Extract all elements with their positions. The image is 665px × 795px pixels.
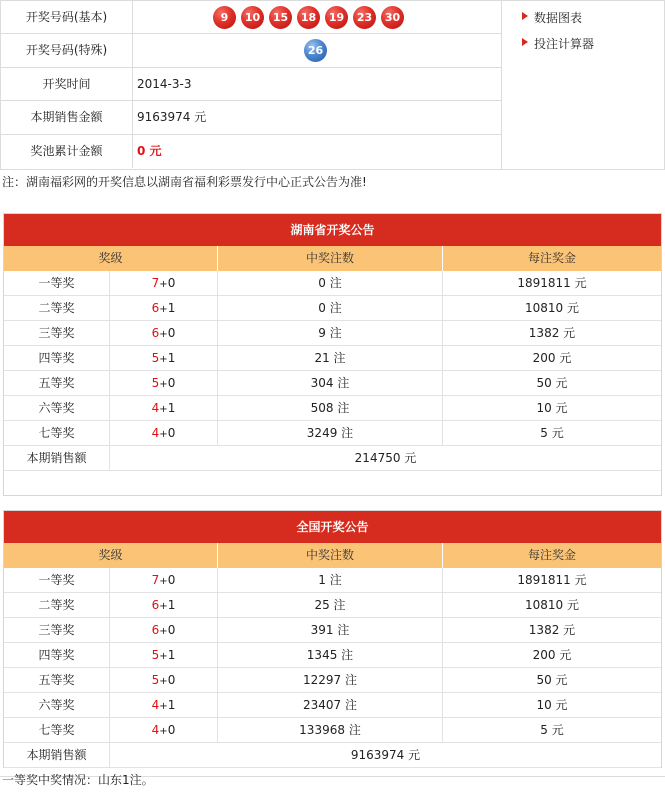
prize-amount-unit: 元 (555, 698, 568, 712)
prize-amount-unit: 元 (563, 326, 576, 340)
prize-level: 三等奖 (38, 326, 75, 340)
header-level: 奖级 (98, 548, 123, 562)
info-row-basic-numbers (1, 1, 501, 34)
winner-count (218, 643, 442, 667)
winner-count (218, 421, 442, 445)
table-row (4, 718, 661, 743)
match-rule: 7+0 (151, 276, 176, 290)
match-rule: 6+1 (151, 598, 176, 612)
national-title: 全国开奖公告 (4, 511, 661, 543)
winner-count-unit: 注 (337, 623, 350, 637)
winner-count-unit: 注 (329, 326, 342, 340)
prize-amount (443, 271, 661, 295)
match-special: 0 (167, 426, 176, 440)
winner-count-unit: 注 (337, 401, 350, 415)
side-links (501, 1, 665, 169)
winner-count-value: 1345 (306, 648, 338, 662)
jackpot-value: 0 元 (137, 144, 162, 158)
winner-count-unit: 注 (337, 376, 350, 390)
prize-amount (443, 668, 661, 692)
winner-count-value: 25 (314, 598, 330, 612)
winner-count-value: 12297 (302, 673, 342, 687)
prize-amount-unit: 元 (559, 648, 572, 662)
match-rule: 6+1 (151, 301, 176, 315)
match-main: 5 (151, 376, 160, 390)
prize-amount-unit: 元 (555, 673, 568, 687)
prize-amount-value: 1891811 (517, 573, 571, 587)
info-row-jackpot (1, 135, 501, 168)
match-main: 4 (151, 401, 160, 415)
match-special: 0 (167, 326, 176, 340)
match-main: 6 (151, 326, 160, 340)
prize-amount (443, 693, 661, 717)
match-main: 7 (151, 573, 160, 587)
prize-level: 三等奖 (38, 623, 75, 637)
triangle-bullet-icon (522, 12, 528, 20)
prize-amount-value: 5 (540, 723, 548, 737)
header-level: 奖级 (98, 251, 123, 265)
header-count: 中奖注数 (305, 548, 354, 562)
prize-level: 六等奖 (38, 698, 75, 712)
match-special: 0 (167, 573, 176, 587)
prize-level: 七等奖 (38, 723, 75, 737)
match-main: 5 (151, 351, 160, 365)
prize-level: 二等奖 (38, 301, 75, 315)
prize-amount-value: 10810 (524, 301, 564, 315)
calculator-link[interactable] (534, 35, 594, 52)
special-balls (304, 39, 332, 63)
hunan-results-table (3, 213, 662, 496)
prize-amount-value: 50 (536, 673, 552, 687)
winner-count (218, 346, 442, 370)
match-rule: 7+0 (151, 573, 176, 587)
red-ball: 15 (269, 6, 292, 29)
table-row (4, 668, 661, 693)
chart-link-label: 数据图表 (534, 11, 583, 25)
prize-amount-value: 1891811 (517, 276, 571, 290)
prize-level: 四等奖 (38, 351, 75, 365)
match-special: 1 (167, 401, 176, 415)
special-number-label: 开奖号码(特殊) (1, 34, 133, 67)
prize-level: 二等奖 (38, 598, 75, 612)
match-main: 6 (151, 301, 160, 315)
match-main: 5 (151, 648, 160, 662)
prize-amount-value: 50 (536, 376, 552, 390)
triangle-bullet-icon (522, 38, 528, 46)
match-rule: 5+1 (151, 648, 176, 662)
prize-amount-unit: 元 (567, 301, 580, 315)
table-row (4, 371, 661, 396)
winner-count-value: 391 (310, 623, 334, 637)
prize-amount (443, 718, 661, 742)
match-main: 4 (151, 723, 160, 737)
winner-count-value: 0 (318, 301, 326, 315)
first-prize-note: 一等奖中奖情况：山东1注。 (2, 773, 154, 787)
table-row (4, 643, 661, 668)
winner-count (218, 396, 442, 420)
winner-count-value: 1 (318, 573, 326, 587)
info-row-draw-date (1, 68, 501, 101)
header-prize: 每注奖金 (527, 548, 576, 562)
sales-row-value (110, 446, 661, 470)
match-rule: 5+0 (151, 376, 176, 390)
prize-amount (443, 643, 661, 667)
winner-count-unit: 注 (348, 723, 361, 737)
prize-amount (443, 593, 661, 617)
winner-count-value: 133968 (299, 723, 345, 737)
table-row (4, 618, 661, 643)
prize-amount-value: 200 (532, 648, 556, 662)
winner-count (218, 271, 442, 295)
winner-count (218, 718, 442, 742)
prize-amount-unit: 元 (563, 623, 576, 637)
match-special: 1 (167, 351, 176, 365)
calculator-link-label: 投注计算器 (534, 37, 595, 51)
match-special: 0 (167, 376, 176, 390)
match-main: 7 (151, 276, 160, 290)
prize-amount-value: 10 (536, 698, 552, 712)
winner-count (218, 693, 442, 717)
sales-row-label: 本期销售额 (26, 451, 87, 465)
table-header (4, 543, 661, 568)
match-rule: 6+0 (151, 326, 176, 340)
winner-count (218, 296, 442, 320)
red-ball: 19 (325, 6, 348, 29)
winner-count (218, 568, 442, 592)
table-row (4, 271, 661, 296)
table-row (4, 693, 661, 718)
winner-count-value: 0 (318, 276, 326, 290)
prize-amount-value: 1382 (528, 623, 560, 637)
prize-amount-value: 10810 (524, 598, 564, 612)
match-special: 0 (167, 276, 176, 290)
match-main: 6 (151, 598, 160, 612)
winner-count (218, 371, 442, 395)
prize-amount-unit: 元 (555, 376, 568, 390)
sales-row-value (110, 743, 661, 767)
draw-info-panel (0, 0, 665, 170)
winner-count (218, 618, 442, 642)
prize-amount-value: 10 (536, 401, 552, 415)
winner-count-value: 3249 (306, 426, 338, 440)
prize-amount-unit: 元 (559, 351, 572, 365)
prize-amount (443, 396, 661, 420)
match-main: 4 (151, 426, 160, 440)
match-special: 1 (167, 648, 176, 662)
prize-amount-value: 1382 (528, 326, 560, 340)
draw-date-value: 2014-3-3 (137, 77, 192, 91)
winner-count-unit: 注 (341, 426, 354, 440)
prize-amount-value: 5 (540, 426, 548, 440)
match-rule: 6+0 (151, 623, 176, 637)
prize-amount-unit: 元 (574, 276, 587, 290)
table-row (4, 321, 661, 346)
prize-level: 四等奖 (38, 648, 75, 662)
basic-numbers-label: 开奖号码(基本) (1, 1, 133, 33)
jackpot-label: 奖池累计金额 (1, 135, 133, 168)
red-ball: 18 (297, 6, 320, 29)
red-ball: 30 (381, 6, 404, 29)
sales-value: 9163974 元 (137, 110, 207, 124)
sales-row-label: 本期销售额 (26, 748, 87, 762)
prize-level: 六等奖 (38, 401, 75, 415)
winner-count-unit: 注 (333, 598, 346, 612)
chart-link[interactable] (534, 9, 582, 26)
match-main: 5 (151, 673, 160, 687)
match-special: 1 (167, 698, 176, 712)
sales-unit: 元 (404, 451, 417, 465)
winner-count-value: 9 (318, 326, 326, 340)
winner-count (218, 668, 442, 692)
disclaimer-note: 注：湖南福彩网的开奖信息以湖南省福利彩票发行中心正式公告为准! (2, 175, 367, 189)
prize-amount-value: 200 (532, 351, 556, 365)
info-row-special-number (1, 34, 501, 68)
match-main: 4 (151, 698, 160, 712)
sales-unit: 元 (408, 748, 421, 762)
prize-amount (443, 371, 661, 395)
prize-amount (443, 296, 661, 320)
sales-row (4, 446, 661, 471)
sales-amount: 214750 (354, 451, 401, 465)
winner-count-unit: 注 (345, 673, 358, 687)
winner-count-value: 508 (310, 401, 334, 415)
prize-amount (443, 321, 661, 345)
prize-amount-unit: 元 (574, 573, 587, 587)
match-special: 0 (167, 623, 176, 637)
prize-amount-unit: 元 (567, 598, 580, 612)
table-row (4, 296, 661, 321)
prize-level: 五等奖 (38, 376, 75, 390)
match-rule: 5+1 (151, 351, 176, 365)
prize-amount (443, 421, 661, 445)
prize-amount-unit: 元 (551, 723, 564, 737)
table-row (4, 396, 661, 421)
winner-count (218, 321, 442, 345)
match-special: 1 (167, 598, 176, 612)
header-prize: 每注奖金 (527, 251, 576, 265)
prize-amount (443, 618, 661, 642)
hunan-title: 湖南省开奖公告 (4, 214, 661, 246)
sales-amount: 9163974 (350, 748, 405, 762)
winner-count-value: 304 (310, 376, 334, 390)
prize-level: 一等奖 (38, 573, 75, 587)
national-results-table (3, 510, 662, 768)
winner-count-unit: 注 (333, 351, 346, 365)
table-row (4, 421, 661, 446)
match-special: 0 (167, 673, 176, 687)
winner-count-unit: 注 (329, 276, 342, 290)
table-row (4, 593, 661, 618)
sales-label: 本期销售金额 (1, 101, 133, 134)
winner-count-value: 23407 (302, 698, 342, 712)
winner-count-unit: 注 (345, 698, 358, 712)
draw-date-label: 开奖时间 (1, 68, 133, 100)
prize-amount (443, 346, 661, 370)
winner-count-unit: 注 (341, 648, 354, 662)
table-row (4, 346, 661, 371)
winner-count (218, 593, 442, 617)
table-row (4, 568, 661, 593)
match-special: 1 (167, 301, 176, 315)
prize-level: 五等奖 (38, 673, 75, 687)
red-ball: 10 (241, 6, 264, 29)
prize-level: 七等奖 (38, 426, 75, 440)
prize-amount-unit: 元 (551, 426, 564, 440)
info-row-sales (1, 101, 501, 135)
sales-row (4, 743, 661, 768)
red-ball: 23 (353, 6, 376, 29)
prize-level: 一等奖 (38, 276, 75, 290)
blue-ball: 26 (304, 39, 327, 62)
prize-amount (443, 568, 661, 592)
red-ball: 9 (213, 6, 236, 29)
match-rule: 4+0 (151, 723, 176, 737)
match-special: 0 (167, 723, 176, 737)
prize-amount-unit: 元 (555, 401, 568, 415)
match-rule: 4+0 (151, 426, 176, 440)
match-rule: 4+1 (151, 698, 176, 712)
winner-count-unit: 注 (329, 301, 342, 315)
basic-balls (213, 6, 409, 30)
match-main: 6 (151, 623, 160, 637)
header-count: 中奖注数 (305, 251, 354, 265)
table-header (4, 246, 661, 271)
winner-count-unit: 注 (329, 573, 342, 587)
winner-count-value: 21 (314, 351, 330, 365)
match-rule: 4+1 (151, 401, 176, 415)
match-rule: 5+0 (151, 673, 176, 687)
